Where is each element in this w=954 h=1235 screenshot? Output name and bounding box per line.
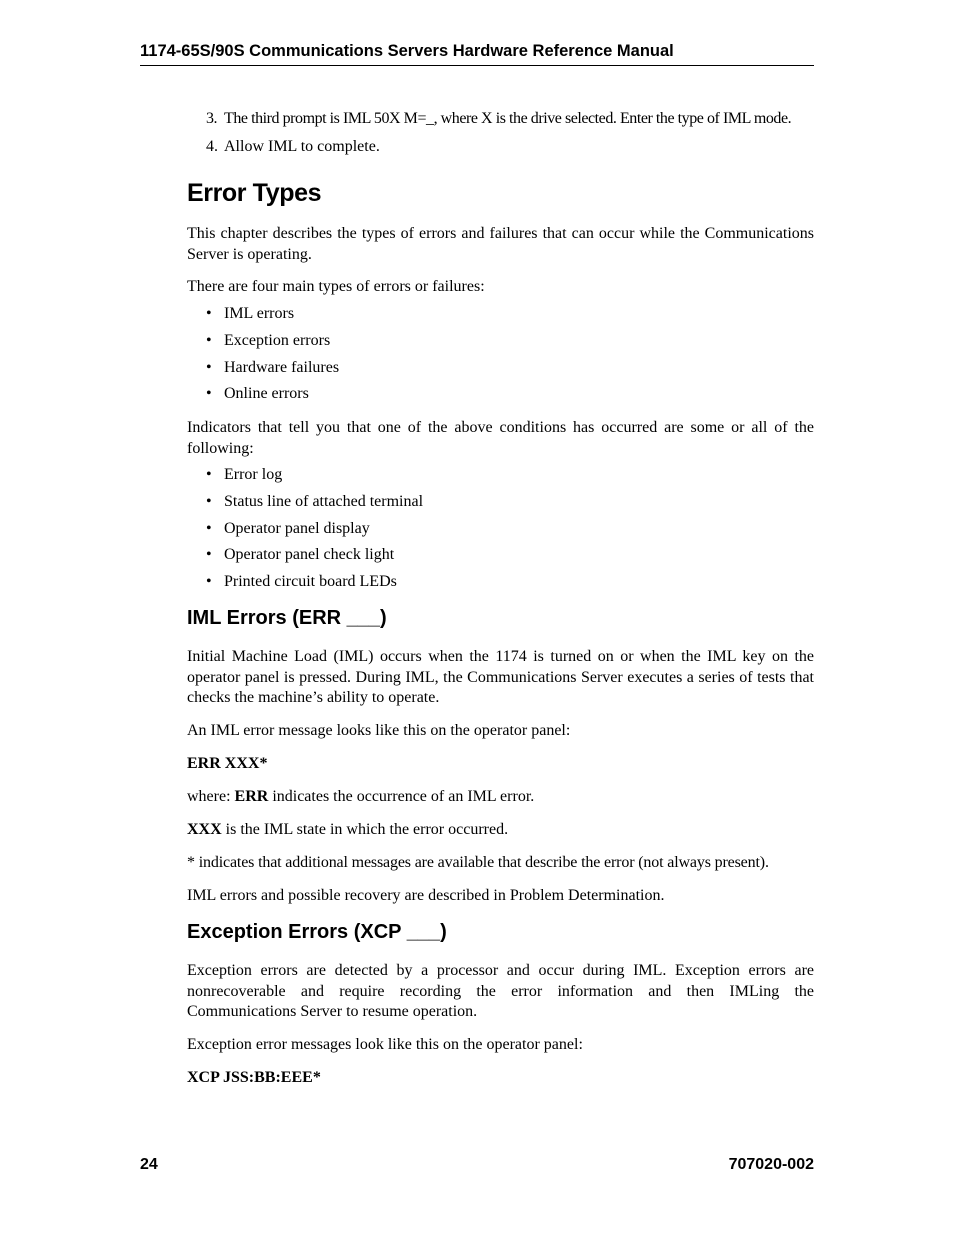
- step-number: 4.: [206, 138, 218, 155]
- step-text: The third prompt is IML 50X M=_, where X is the drive selected. Enter the type of IML mode.: [224, 110, 792, 127]
- step-number: 3.: [206, 110, 218, 127]
- document-number: 707020-002: [728, 1156, 814, 1173]
- section-heading-exception-errors: Exception Errors (XCP ___): [187, 921, 447, 943]
- section-heading-iml-errors: IML Errors (ERR ___): [187, 607, 387, 629]
- iml-errors-para: Initial Machine Load (IML) occurs when the 1174 is turned on or when the IML key on the operator panel is pressed. During IML, the Communications Server executes a series of tests that checks the machine’s ability to operate.: [187, 648, 814, 706]
- where-line: where: ERR indicates the occurrence of an IML error.: [187, 788, 535, 805]
- step-text: Allow IML to complete.: [224, 138, 380, 155]
- iml-errors-example-lead: An IML error message looks like this on the operator panel:: [187, 722, 571, 739]
- list-item: • Online errors: [206, 385, 309, 402]
- asterisk-note: * indicates that additional messages are available that describe the error (not always present).: [187, 854, 769, 871]
- list-item: • Printed circuit board LEDs: [206, 573, 397, 590]
- header-rule: [140, 65, 814, 66]
- list-item: • Error log: [206, 466, 283, 483]
- section-heading-error-types: Error Types: [187, 179, 322, 207]
- step-4: [206, 137, 380, 157]
- indicators-lead: Indicators that tell you that one of the above conditions has occurred are some or all of the following:: [187, 419, 814, 457]
- error-types-intro: This chapter describes the types of errors and failures that can occur while the Communications Server is operating.: [187, 225, 814, 263]
- list-item: • Operator panel display: [206, 520, 370, 537]
- error-types-lead: There are four main types of errors or failures:: [187, 278, 485, 295]
- list-item: • Operator panel check light: [206, 546, 395, 563]
- iml-recovery-note: IML errors and possible recovery are described in Problem Determination.: [187, 887, 665, 904]
- list-item: • Hardware failures: [206, 359, 340, 376]
- exception-error-code: XCP JSS:BB:EEE*: [187, 1069, 321, 1086]
- xxx-term: XXX: [187, 821, 222, 838]
- exception-example-lead: Exception error messages look like this on the operator panel:: [187, 1036, 583, 1053]
- err-term: ERR: [234, 788, 269, 805]
- list-item: • IML errors: [206, 305, 295, 322]
- xxx-line: XXX is the IML state in which the error occurred.: [187, 821, 509, 838]
- iml-error-code: ERR XXX*: [187, 755, 268, 772]
- step-3: [206, 109, 791, 129]
- running-header: 1174-65S/90S Communications Servers Hardware Reference Manual: [140, 42, 674, 60]
- list-item: • Status line of attached terminal: [206, 493, 424, 510]
- page-number: 24: [140, 1156, 158, 1173]
- exception-errors-para: Exception errors are detected by a processor and occur during IML. Exception errors are nonrecoverable and require recording the error information and then IMLing the Communications Server to resume operation.: [187, 962, 814, 1020]
- list-item: • Exception errors: [206, 332, 331, 349]
